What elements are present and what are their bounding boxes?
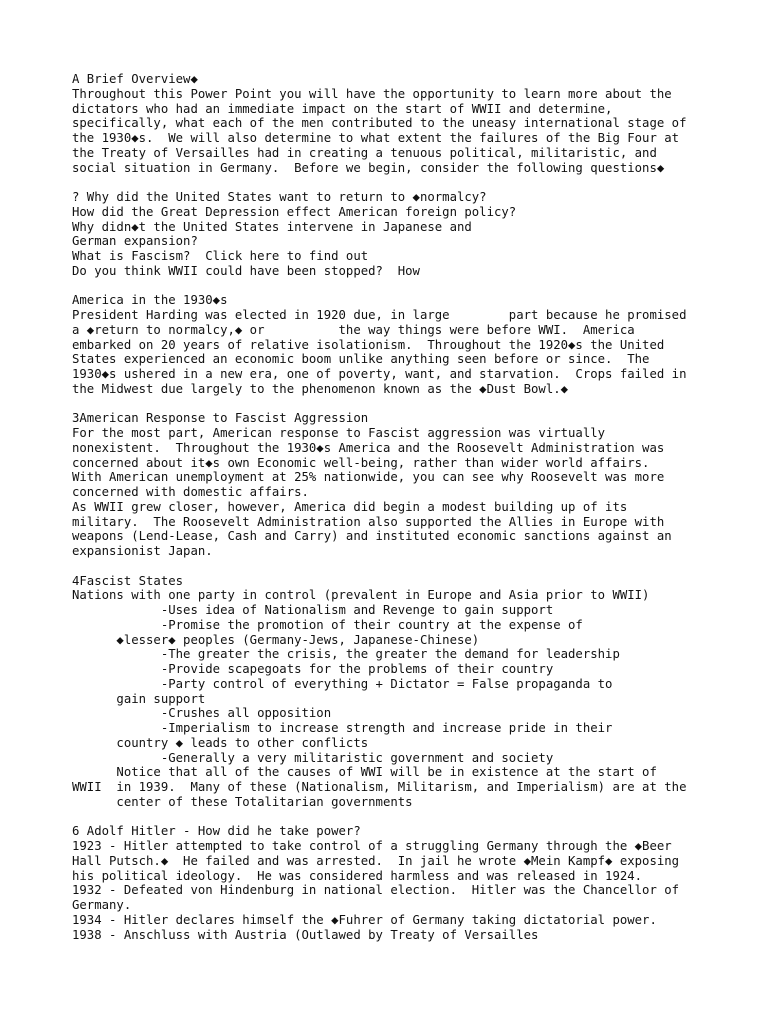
text-line: embarked on 20 years of relative isolationism. Throughout the 1920◆s the United	[72, 337, 665, 352]
question-line: What is Fascism? Click here to find out	[72, 249, 369, 263]
list-item: -Imperialism to increase strength and increase pride in their	[72, 721, 613, 735]
text-line: weapons (Lend-Lease, Cash and Carry) and instituted economic sanctions against an	[72, 529, 672, 544]
question-line: ? Why did the United States want to return to ◆normalcy?	[72, 190, 487, 204]
paragraph-gap	[72, 559, 712, 574]
text-line: With American unemployment at 25% nationwide, you can see why Roosevelt was more	[72, 470, 665, 485]
section-america-1930s	[72, 293, 712, 396]
text-line: 1930◆s ushered in a new era, one of poverty, want, and starvation. Crops failed in	[72, 367, 687, 381]
list-item: ◆lesser◆ peoples (Germany-Jews, Japanese-Chinese)	[72, 632, 480, 647]
paragraph-gap	[72, 397, 712, 412]
section-heading: America in the 1930◆s	[72, 293, 228, 308]
text-line: social situation in Germany. Before we begin, consider the following questions◆	[72, 160, 665, 175]
text-line: a ◆return to normalcy,◆ or the way things were before WWI. America	[72, 322, 635, 337]
section-heading: 4Fascist States	[72, 573, 184, 588]
text-line: As WWII grew closer, however, America did begin a modest building up of its	[72, 499, 628, 514]
section-american-response	[72, 411, 712, 559]
text-line: States experienced an economic boom unlike anything seen before or since. The	[72, 352, 650, 367]
list-item: -Provide scapegoats for the problems of their country	[72, 662, 554, 676]
text-line: nonexistent. Throughout the 1930◆s America and the Roosevelt Administration was	[72, 440, 665, 455]
paragraph-gap	[72, 810, 712, 825]
question-line: German expansion?	[72, 234, 198, 249]
section-heading: 3American Response to Fascist Aggression	[72, 411, 369, 426]
text-line: the 1930◆s. We will also determine to what extent the failures of the Big Four at	[72, 131, 680, 145]
text-line: Notice that all of the causes of WWI will be in existence at the start of	[72, 765, 657, 780]
text-line: specifically, what each of the men contributed to the uneasy international stage of	[72, 116, 687, 131]
list-item: -Crushes all opposition	[72, 706, 332, 721]
list-item: -Promise the promotion of their country at the expense of	[72, 617, 583, 632]
list-item: country ◆ leads to other conflicts	[72, 735, 369, 750]
paragraph-gap	[72, 279, 712, 294]
text-line: the Midwest due largely to the phenomenon known as the ◆Dust Bowl.◆	[72, 381, 569, 396]
list-item: -Party control of everything + Dictator = False propaganda to	[72, 676, 613, 691]
section-overview	[72, 72, 712, 175]
section-heading: 6 Adolf Hitler - How did he take power?	[72, 824, 361, 839]
text-line: President Harding was elected in 1920 due, in large part because he promised	[72, 308, 687, 322]
text-line: For the most part, American response to Fascist aggression was virtually	[72, 426, 606, 440]
text-line: the Treaty of Versailles had in creating a tenuous political, militaristic, and	[72, 145, 657, 160]
list-item: gain support	[72, 691, 206, 706]
text-line: 1932 - Defeated von Hindenburg in national election. Hitler was the Chancellor of	[72, 883, 680, 898]
list-item: -Uses idea of Nationalism and Revenge to gain support	[72, 603, 554, 617]
list-item: -The greater the crisis, the greater the demand for leadership	[72, 647, 620, 662]
text-line: Throughout this Power Point you will have the opportunity to learn more about the	[72, 86, 672, 101]
question-line: Do you think WWII could have been stopped? How	[72, 263, 420, 278]
text-line: expansionist Japan.	[72, 544, 213, 558]
document-page	[72, 72, 712, 942]
text-line: his political ideology. He was considered harmless and was released in 1924.	[72, 868, 643, 883]
text-line: Hall Putsch.◆ He failed and was arrested. In jail he wrote ◆Mein Kampf◆ exposing	[72, 853, 680, 868]
section-hitler	[72, 824, 712, 942]
paragraph-gap	[72, 175, 712, 190]
text-line: Germany.	[72, 898, 132, 912]
question-line: How did the Great Depression effect American foreign policy?	[72, 204, 517, 219]
text-line: 1938 - Anschluss with Austria (Outlawed by Treaty of Versailles	[72, 927, 539, 942]
text-line: 1923 - Hitler attempted to take control of a struggling Germany through the ◆Beer	[72, 839, 672, 853]
text-line: military. The Roosevelt Administration also supported the Allies in Europe with	[72, 514, 665, 529]
section-questions	[72, 190, 712, 279]
list-item: -Generally a very militaristic government and society	[72, 750, 554, 765]
text-line: concerned about it◆s own Economic well-being, rather than wider world affairs.	[72, 455, 650, 470]
text-line: concerned with domestic affairs.	[72, 485, 309, 499]
section-fascist-states	[72, 574, 712, 810]
text-line: center of these Totalitarian governments	[72, 794, 413, 809]
text-line: Nations with one party in control (prevalent in Europe and Asia prior to WWII)	[72, 588, 650, 603]
text-line: 1934 - Hitler declares himself the ◆Fuhrer of Germany taking dictatorial power.	[72, 912, 657, 927]
question-line: Why didn◆t the United States intervene in Japanese and	[72, 219, 472, 234]
text-line: dictators who had an immediate impact on the start of WWII and determine,	[72, 101, 613, 116]
section-heading: A Brief Overview◆	[72, 72, 198, 86]
text-line: WWII in 1939. Many of these (Nationalism, Militarism, and Imperialism) are at the	[72, 780, 687, 794]
